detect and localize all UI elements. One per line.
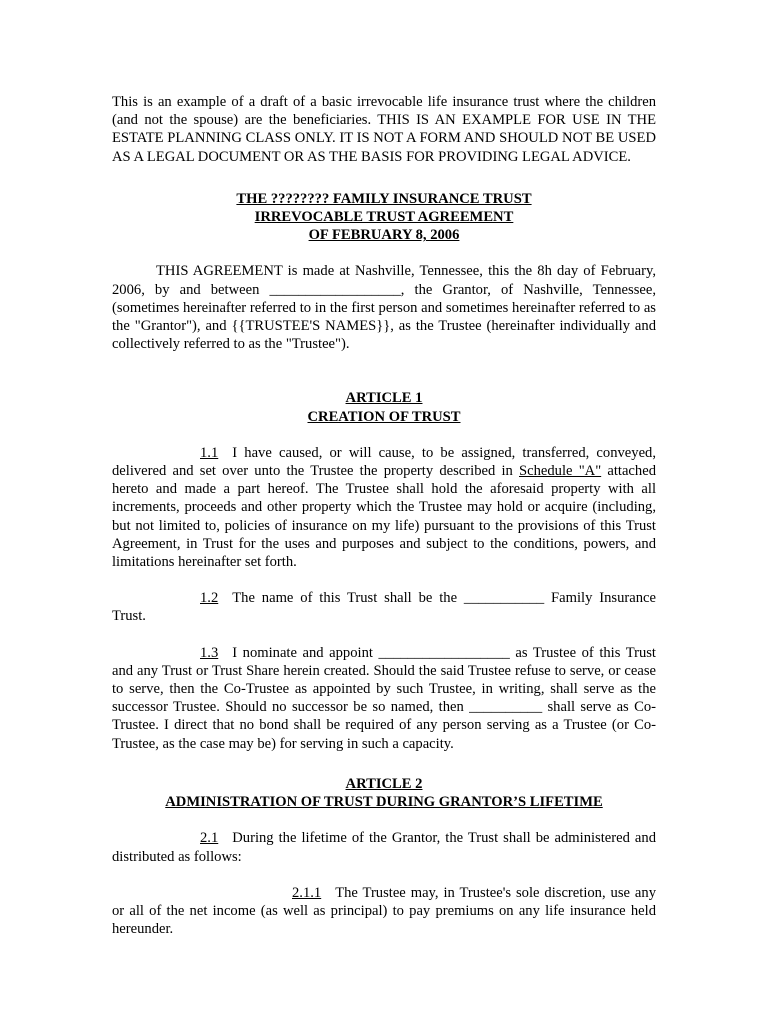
section-text: I have caused, or will cause, to be assigned, transferred, conveyed, delivered and set over unto the Trustee the property described in [112,444,656,480]
section-text: attached hereto and made a part hereof. The Trustee shall hold the aforesaid property with all increments, proceeds and other property which the Trustee may hold or acquire (including, but not limited to, policies of insurance on my life) pursuant to the provisions of this Trust Agreement, in Trust for the uses and purposes and subject to the conditions, powers, and limitations hereinafter set forth. [112,463,656,571]
article-1-title: CREATION OF TRUST [307,408,461,425]
section-1-2 [112,589,656,625]
section-number: 2.1 [200,830,219,847]
article-2-number: ARTICLE 2 [345,775,423,792]
article-2-heading [112,775,656,811]
section-text: The name of this Trust shall be the ___________ Family Insurance Trust. [112,590,656,625]
schedule-a-reference: Schedule "A" [519,463,602,480]
article-1-heading [112,389,656,425]
section-number: 1.3 [200,644,219,661]
section-2-1 [112,829,656,865]
opening-paragraph: THIS AGREEMENT is made at Nashville, Tennessee, this the 8h day of February, 2006, by and between __________________, the Grantor, of Nashville, Tennessee, (sometimes hereinafter referred to in the first person and sometimes hereinafter referred to as the "Grantor"), and {{TRUSTEE'S NAMES}}, as the Trustee (hereinafter individually and collectively referred to as the "Trustee"). [112,263,656,353]
section-number: 2.1.1 [292,884,322,901]
section-text: I nominate and appoint __________________ as Trustee of this Trust and any Trust or Trust Share herein created. Should the said Trustee refuse to serve, or cease to serve, then the Co-Trustee as appointed by such Trustee, in writing, shall serve as the successor Trustee. Should no successor be so named, then __________ shall serve as Co-Trustee. I direct that no bond shall be required of any person serving as a Trustee (or Co-Trustee, as the case may be) for serving in such a capacity. [112,644,656,752]
section-text: The Trustee may, in Trustee's sole discretion, use any or all of the net income (as well as principal) to pay premiums on any life insurance held hereunder. [112,884,656,938]
title-line-3: OF FEBRUARY 8, 2006 [308,227,460,244]
title-line-2: IRREVOCABLE TRUST AGREEMENT [254,209,514,226]
section-number: 1.2 [200,590,219,607]
article-2-title: ADMINISTRATION OF TRUST DURING GRANTOR’S LIFETIME [165,794,603,811]
intro-disclaimer: This is an example of a draft of a basic irrevocable life insurance trust where the children (and not the spouse) are the beneficiaries. THIS IS AN EXAMPLE FOR USE IN THE ESTATE PLANNING CLASS ONLY. IT IS NOT A FORM AND SHOULD NOT BE USED AS A LEGAL DOCUMENT OR AS THE BASIS FOR PROVIDING LEGAL ADVICE. [112,94,656,165]
section-2-1-1 [112,884,656,939]
section-number: 1.1 [200,444,219,461]
section-text: During the lifetime of the Grantor, the Trust shall be administered and distributed as follows: [112,830,656,865]
document-title [112,190,656,245]
article-1-number: ARTICLE 1 [345,390,423,407]
title-line-1: THE ???????? FAMILY INSURANCE TRUST [236,190,532,207]
section-1-1 [112,444,656,571]
section-1-3 [112,644,656,753]
